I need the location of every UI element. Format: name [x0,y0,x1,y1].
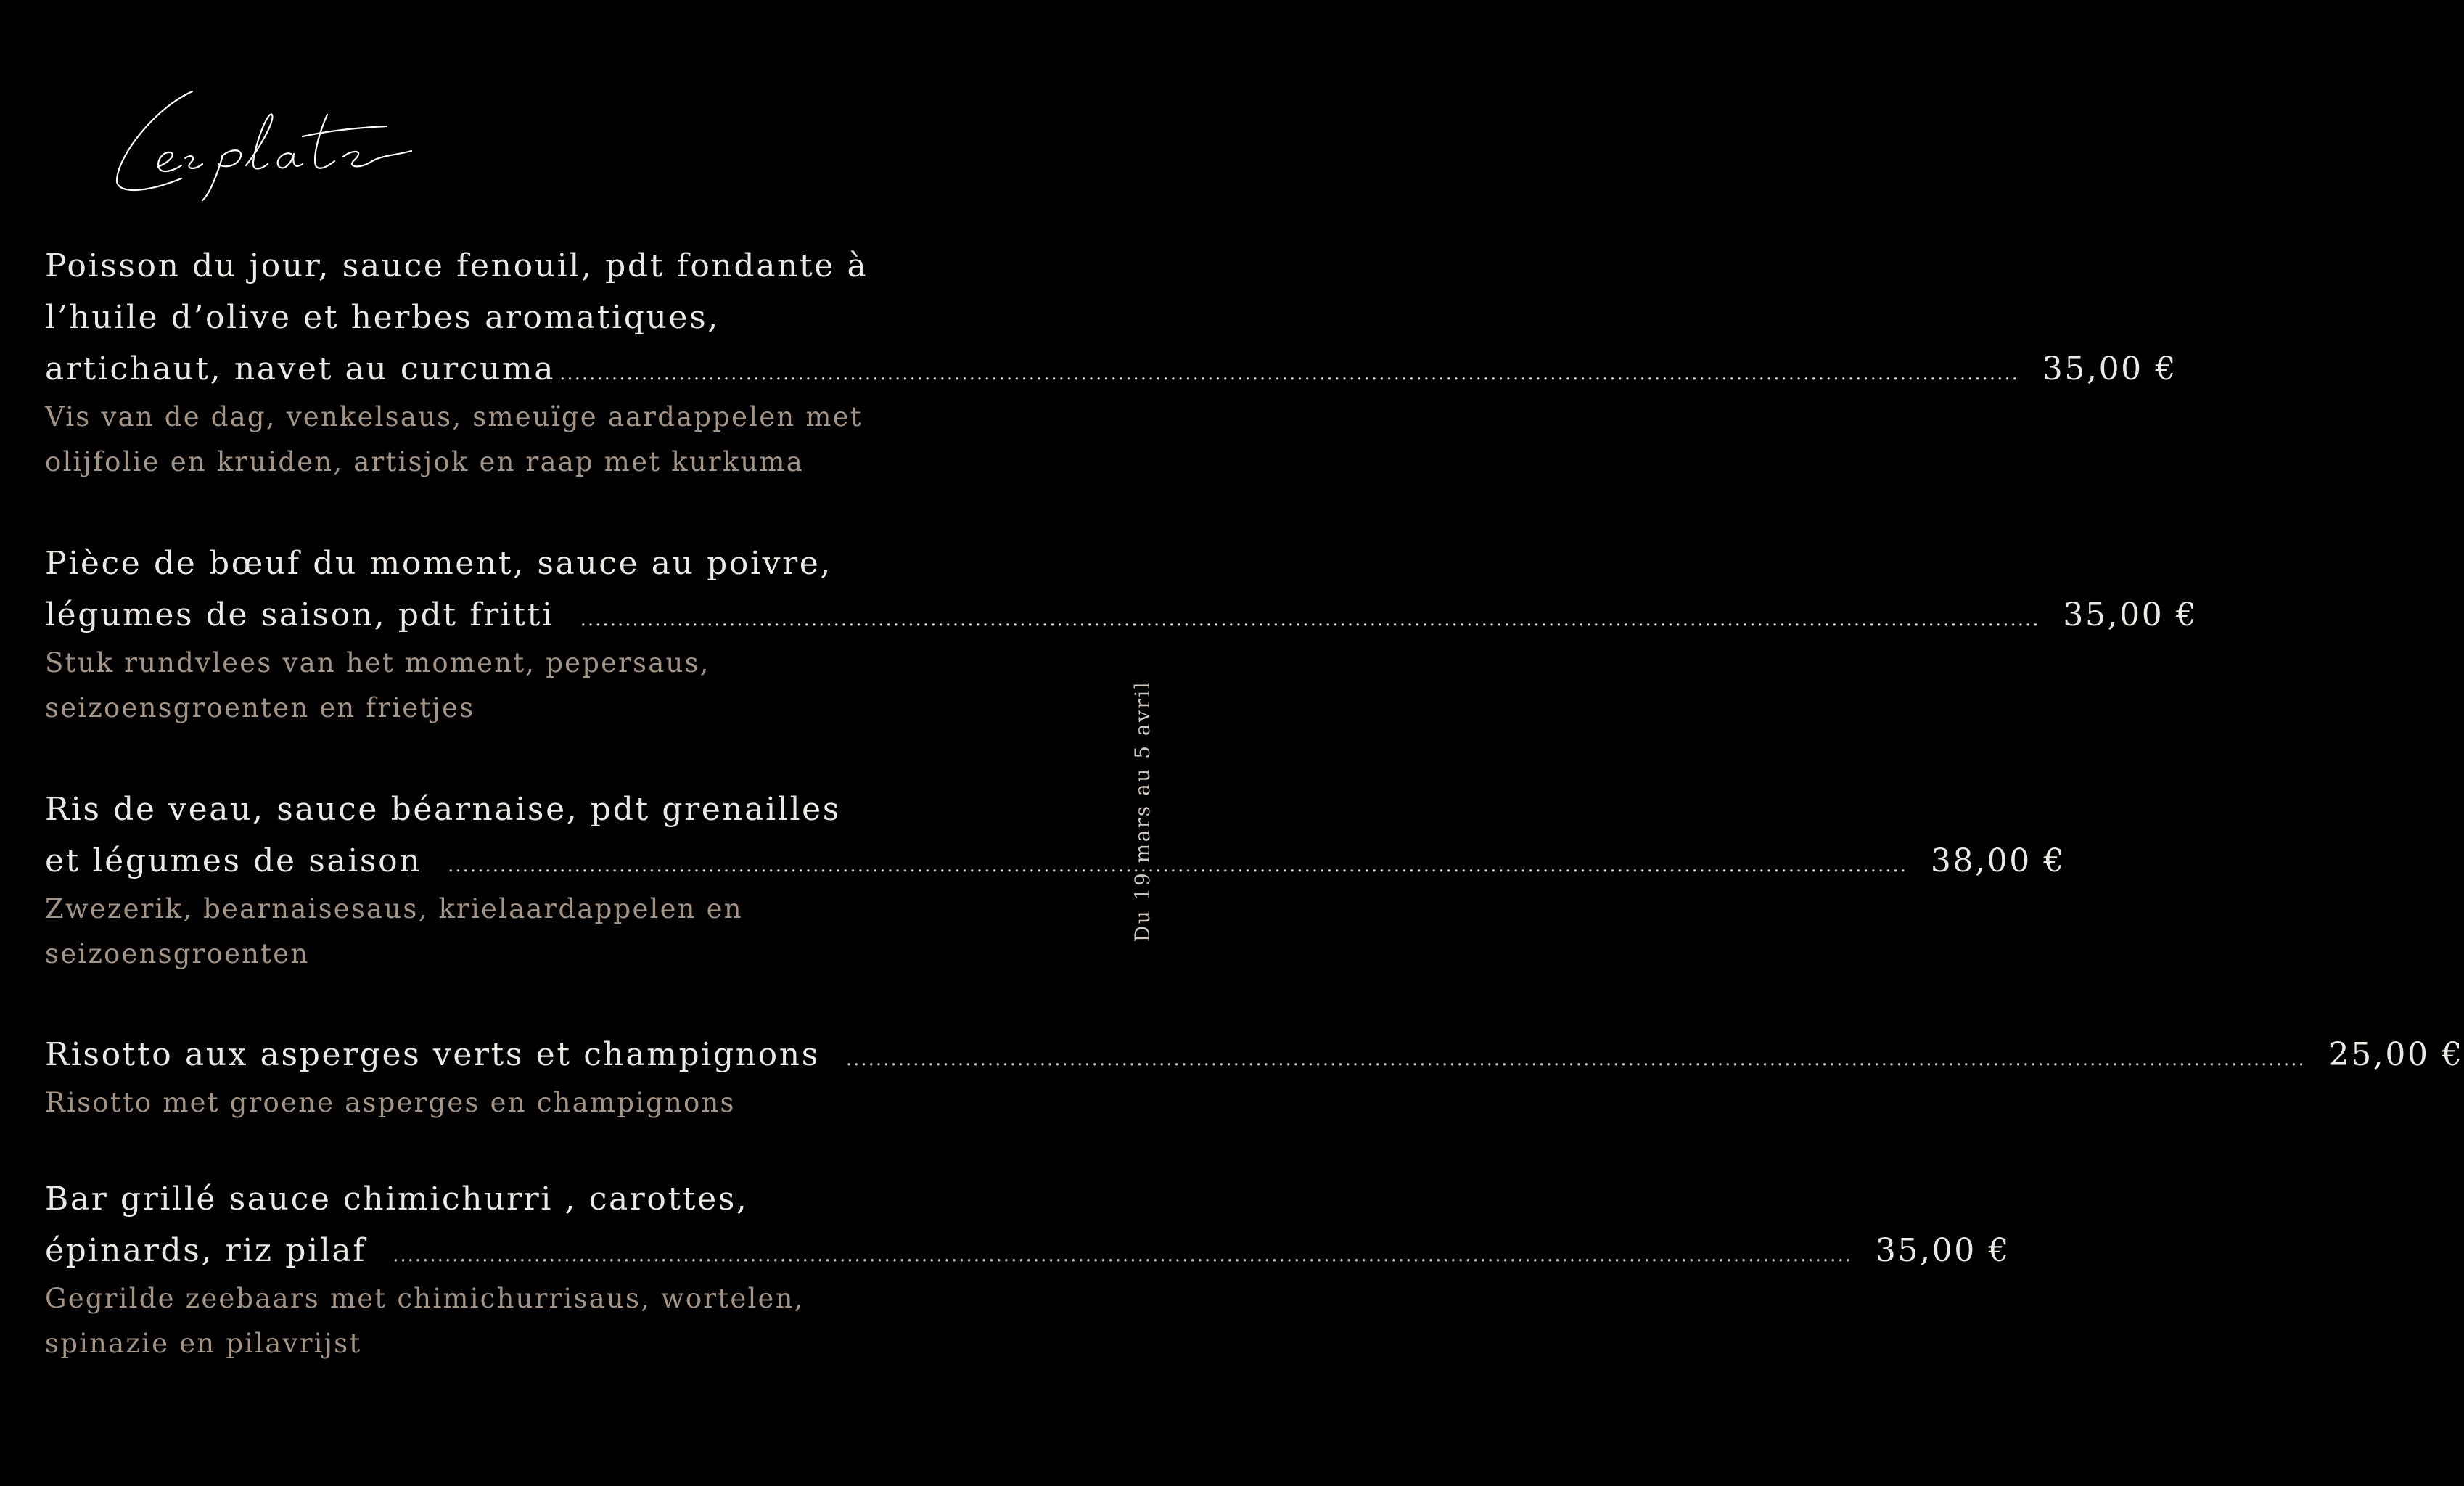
dish-name-fr: Ris de veau, sauce béarnaise, pdt grenailles [45,791,841,828]
dish-price-row [45,1029,2464,1080]
dish-price: 35,00 € [2042,350,2177,387]
menu-item [45,538,2198,731]
dish-description-nl: olijfolie en kruiden, artisjok en raap met kurkuma [45,446,804,477]
dot-leader: .................................................................................................................................................................................................... [448,855,1908,877]
dot-leader: .................................................................................................................................................................................................... [580,609,2040,631]
heading-script-lettering [112,86,417,202]
menu-item [45,1173,2011,1366]
dot-leader: .................................................................................................................................................................................................... [559,363,2019,385]
dish-name-fr: légumes de saison, pdt fritti [45,596,554,633]
menu-item [45,1029,2464,1125]
dish-name-fr: artichaut, navet au curcuma [45,350,556,387]
dish-price-row [45,835,2066,887]
dish-price: 35,00 € [2063,596,2198,633]
dish-price: 38,00 € [1930,842,2066,879]
menu-item [45,240,2177,485]
dish-price-row [45,343,2177,395]
dish-description-nl: spinazie en pilavrijst [45,1328,362,1359]
dish-description-nl: seizoensgroenten en frietjes [45,692,475,723]
dot-leader: .................................................................................................................................................................................................... [845,1048,2306,1070]
dish-price-row [45,589,2198,641]
dish-description-nl: seizoensgroenten [45,938,310,969]
dish-price: 35,00 € [1875,1232,2011,1269]
dish-name-fr: l’huile d’olive et herbes aromatiques, [45,299,720,336]
dish-description-nl: Gegrilde zeebaars met chimichurrisaus, wortelen, [45,1283,805,1314]
dish-name-fr: Risotto aux asperges verts et champignons [45,1036,820,1073]
dish-description-nl: Stuk rundvlees van het moment, pepersaus, [45,647,710,678]
dish-description-nl: Risotto met groene asperges en champignons [45,1087,736,1118]
dish-name-fr: Pièce de bœuf du moment, sauce au poivre, [45,545,832,582]
menu-section-heading [112,86,417,202]
availability-dates: Du 19 mars au 5 avril [1130,680,1154,943]
dish-price: 25,00 € [2328,1036,2464,1073]
dish-price-row [45,1225,2011,1276]
dish-name-fr: Bar grillé sauce chimichurri , carottes, [45,1181,749,1218]
dish-description-nl: Vis van de dag, venkelsaus, smeuïge aardappelen met [45,401,863,432]
dish-description-nl: Zwezerik, bearnaisesaus, krielaardappelen en [45,893,743,924]
dish-name-fr: et légumes de saison [45,842,422,879]
dot-leader: .................................................................................................................................................................................................... [393,1244,1852,1266]
dish-name-fr: épinards, riz pilaf [45,1232,367,1269]
dish-name-fr: Poisson du jour, sauce fenouil, pdt fondante à [45,247,868,284]
